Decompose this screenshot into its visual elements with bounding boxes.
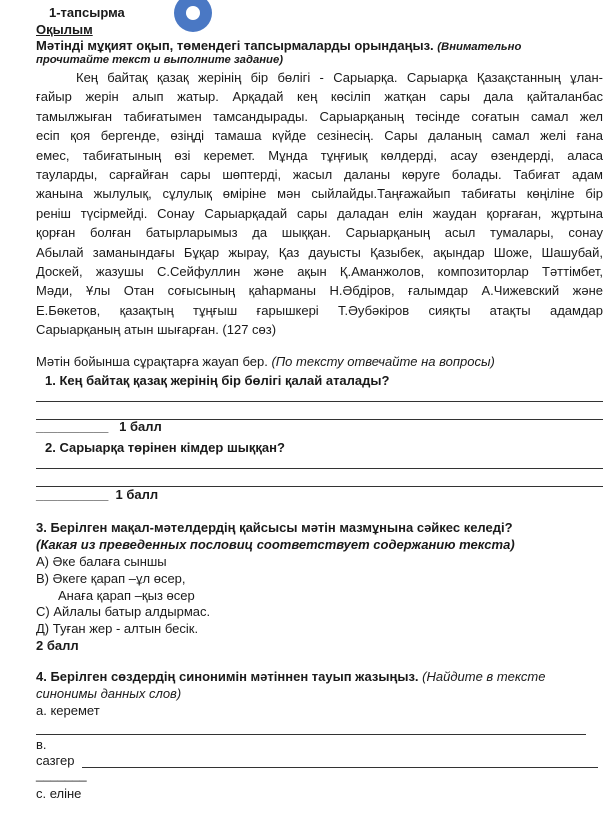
question-1: 1. Кең байтақ қазақ жерінің бір бөлігі қалай аталады? [45,373,390,388]
passage-line: реніш түсірмейді. Сонау Сарыарқадай сары даладан елін жаудан қорғаған, жұртына [36,205,603,221]
section-title: Оқылым [36,22,93,37]
passage-line: Мәди, Ұлы Отан соғысының қаһарманы Н.Әбдіров, ғалымдар А.Чижевский және [36,283,603,299]
passage-line: жанына жылулық, сұлулық өміріне мән сыйлайды.Таңғажайып табиғаты көңіліне бір [36,186,603,202]
q4-blank[interactable]: _______ [36,767,87,782]
question-3: 3. Берілген мақал-мәтелдердің қайсысы мәтін мазмұнына сәйкес келеді? [36,520,513,535]
passage-line: Абылай заманындағы Бұқар жырау, Қаз дауысты Қазыбек, ақындар Шоже, Шашубай, [36,244,603,260]
answer-line[interactable] [82,767,598,768]
question-2: 2. Сарыарқа төрінен кімдер шыққан? [45,440,285,455]
q1-score-label: 1 балл [119,419,162,434]
q3-option-b[interactable]: В) Әкеге қарап –ұл өсер, [36,571,186,586]
questions-intro-kz: Мәтін бойынша сұрақтарға жауап бер. [36,354,268,369]
q4-item-a: а. керемет [36,703,100,718]
passage-line: Доскей, жазушы С.Сейфуллин және ақын Қ.Аманжолов, композиторлар Тәттімбет, [36,263,603,279]
answer-line[interactable] [36,734,586,735]
q3-score: 2 балл [36,638,79,653]
q3-option-d[interactable]: Д) Туған жер - алтын бесік. [36,621,199,636]
instruction-kz: Мәтінді мұқият оқып, төмендегі тапсырмаларды орындаңыз. [36,38,434,53]
passage-line: Е.Бөкетов, қазақтың тұңғыш ғарышкері Т.Әубәкіров сияқты атақты адамдар [36,302,603,318]
q2-score-label: 1 балл [115,487,159,502]
questions-intro-ru: (По тексту отвечайте на вопросы) [271,354,495,369]
instruction [36,38,521,53]
q3-option-b-line2[interactable]: Анаға қарап –қыз өсер [58,588,195,603]
question-4-kz: 4. Берілген сөздердің синонимін мәтіннен тауып жазыңыз. [36,669,419,684]
task-number: 1-тапсырма [49,5,125,20]
passage-line: Кең байтақ қазақ жерінің бір бөлігі - Сарыарқа. Сарыарқа Қазақстанның ұлан- [76,70,603,85]
passage-line: тамылжыған табиғатымен тамсандырады. Сарыарқаның төсінде соғатын самал жел [36,108,603,124]
blue-circle-icon [174,0,212,32]
instruction-ru-1: (Внимательно [437,41,522,53]
question-4-ru-1: (Найдите в тексте [422,669,546,684]
passage-line: қорған болған батырларымыз да шыққан. Сарыарқаның асыл тумалары, сонау [36,225,603,241]
question-3-ru: (Какая из преведенных пословиц соответствует содержанию текста) [36,537,515,552]
question-4-ru-2: синонимы данных слов) [36,686,182,701]
q3-option-a[interactable]: А) Әке балаға сыншы [36,554,167,569]
passage-line: ғайыр жерін алып жатыр. Арқадай кең көсіліп жатқан сары дала қайталанбас [36,89,603,105]
passage-line: емес, табиғатының өзі керемет. Мұнда тұңғиық көлдерді, асау өзендерді, аласа [36,147,603,163]
answer-line[interactable] [36,401,603,402]
passage-line: Сарыарқаның атын шығарған. (127 сөз) [36,322,277,338]
q2-score [36,487,158,502]
q1-score [36,419,162,434]
q4-item-c: с. еліне [36,786,82,801]
passage-line: тауларды, сарғайған сары шөптерді, жасыл даланы көруге болады. Табиғат адам [36,166,603,182]
question-4 [36,669,545,684]
questions-intro [36,354,495,369]
reading-passage [36,68,603,339]
q1-blank[interactable]: __________ [36,419,109,434]
answer-line[interactable] [36,468,603,469]
q4-item-b-word: сазгер [36,753,75,768]
instruction-ru-2: прочитайте текст и выполните задание) [36,54,284,66]
q4-item-b: в. [36,737,47,752]
q2-blank[interactable]: __________ [36,487,109,502]
q3-option-c[interactable]: С) Айлалы батыр алдырмас. [36,604,211,619]
passage-line: есіп қоя бергенде, өзіңді тамаша күйде сезінесің. Сары даланың самал желі ғана [36,128,603,144]
